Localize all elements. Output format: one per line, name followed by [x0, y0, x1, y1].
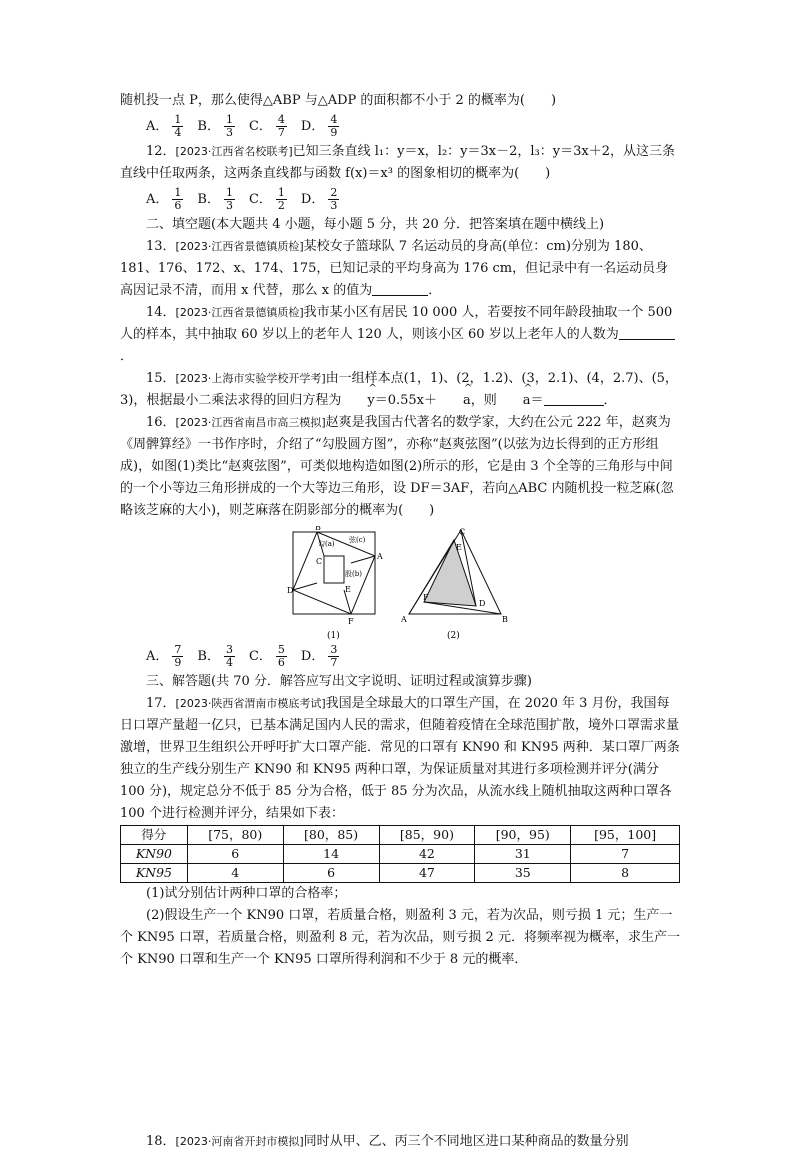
q11-choice-d[interactable]: D． $\frac{4}{9}$	[300, 113, 338, 139]
exam-page	[120, 90, 680, 1153]
svg-text:A: A	[401, 615, 407, 624]
q13-answer-blank[interactable]	[372, 281, 428, 296]
q11-text: 随机投一点 P，那么使得△ABP 与△ADP 的面积都不小于 2 的概率为( )	[120, 93, 557, 108]
svg-text:勾(a): 勾(a)	[318, 540, 335, 548]
q15-source: [2023·上海市实验学校开学考]	[175, 372, 326, 385]
q12-choice-a[interactable]: A． $\frac{1}{6}$	[146, 186, 182, 212]
svg-text:弦(c): 弦(c)	[349, 536, 366, 544]
q17-text: 17．[2023·陕西省渭南市模底考试]我国是全球最大的口罩生产国，在 2020 年 3 月份，我国每日口罩产量超一亿只，已基本满足国内人民的需求，但随着疫情在全球范围扩散，境外口罩需求量激增，世界卫生组织公开呼吁扩大口罩产能．常见的口罩有 KN90 和 KN95 两种．某口罩厂两条独立的生产线分别生产 KN90 和 KN95 两种口罩，为保证质量对其进行多项检测并评分(满分 100 分)，规定总分不低于 85 分为合格，低于 85 分为次品，从流水线上随机抽取这两种口罩各 100 个进行检测并评分，结果如下表：	[120, 696, 680, 821]
q17-sub1: (1)试分别估计两种口罩的合格率；	[146, 886, 347, 901]
equilateral-triangle-diagram	[401, 526, 513, 642]
q18-source: [2023·河南省开封市模拟]	[175, 1135, 304, 1148]
q13-source: [2023·江西省景德镇质检]	[175, 240, 304, 253]
q13-text: 13．[2023·江西省景德镇质检]某校女子篮球队 7 名运动员的身高(单位：cm)分别为 180、181、176、172、x、174、175，已知记录的平均身高为 176 cm，但记录中有一名运动员身高因记录不清，而用 x 代替，那么 x 的值为 ．	[120, 239, 669, 298]
q16-text: 16．[2023·江西省南昌市高三模拟]赵爽是我国古代著名的数学家，大约在公元 222 年，赵爽为《周髀算经》一书作序时，介绍了“勾股圆方图”，亦称“赵爽弦图”(以弦为边长得到的正方形组成)，如图(1)类比“赵爽弦图”，可类似地构造如图(2)所示的形，它是由 3 个全等的三角形与中间的一个小等边三角形拼成的一个大等边三角形，设 DF＝3AF，若向△ABC 内随机投一粒芝麻(忽略该芝麻的大小)，则芝麻落在阴影部分的概率为( )	[120, 415, 674, 518]
q12-text: 12．[2023·江西省名校联考]已知三条直线 l₁：y＝x，l₂：y＝3x－2，l₃：y＝3x＋2，从这三条直线中任取两条，这两条直线都与函数 f(x)＝x³ 的图象相切的概率为( )	[120, 144, 675, 181]
q17-sub2: (2)假设生产一个 KN90 口罩，若质量合格，则盈利 3 元，若为次品，则亏损 1 元；生产一个 KN95 口罩，若质量合格，则盈利 8 元，若为次品，则亏损 2 元．将频率视为概率，求生产一个 KN90 口罩和生产一个 KN95 口罩所得利润和不少于 8 元的概率．	[120, 908, 680, 967]
section-3-heading: 三、解答题(共 70 分．解答应写出文字说明、证明过程或演算步骤)	[146, 674, 532, 689]
q14-source: [2023·江西省景德镇质检]	[175, 306, 304, 319]
q17-source: [2023·陕西省渭南市模底考试]	[175, 697, 326, 710]
svg-text:B: B	[502, 615, 508, 624]
q14-text: 14．[2023·江西省景德镇质检]我市某小区有居民 10 000 人，若要按不同年龄段抽取一个 500 人的样本，其中抽取 60 岁以上的老年人 120 人，则该小区 60 岁以上老年人的人数为．	[120, 302, 680, 368]
q16-source: [2023·江西省南昌市高三模拟]	[175, 416, 326, 429]
svg-text:F: F	[423, 593, 429, 602]
zhao-shuang-diagram	[287, 526, 383, 642]
q12-choices	[120, 187, 680, 212]
q12-source: [2023·江西省名校联考]	[175, 145, 293, 158]
svg-text:(2): (2)	[447, 631, 460, 641]
table-row: KN90 6 14 42 31 7	[121, 845, 680, 864]
section-2-heading: 二、填空题(本大题共 4 小题，每小题 5 分，共 20 分．把答案填在题中横线上)	[146, 217, 605, 232]
q16-choices	[120, 644, 680, 669]
q16-choice-b[interactable]: B． $\frac{3}{4}$	[197, 643, 233, 669]
score-table	[120, 825, 680, 883]
q11-choice-b[interactable]: B． $\frac{1}{3}$	[197, 113, 233, 139]
svg-text:E: E	[456, 543, 462, 552]
y-hat: ^ y	[341, 390, 374, 412]
svg-text:F: F	[348, 617, 354, 626]
q12-choice-b[interactable]: B． $\frac{1}{3}$	[197, 186, 233, 212]
q16-figures	[120, 526, 680, 642]
q16-choice-d[interactable]: D． $\frac{3}{7}$	[300, 643, 338, 669]
a-hat-2: ^ a	[497, 390, 531, 412]
q18-text: 18．[2023·河南省开封市模拟]同时从甲、乙、丙三个不同地区进口某种商品的数量分别	[146, 1134, 629, 1149]
q11-choice-a[interactable]: A． $\frac{1}{4}$	[146, 113, 182, 139]
svg-text:D: D	[479, 599, 486, 608]
q16-choice-a[interactable]: A． $\frac{7}{9}$	[146, 643, 182, 669]
svg-text:股(b): 股(b)	[345, 570, 362, 578]
svg-text:D: D	[287, 586, 294, 595]
q15-text: 15．[2023·上海市实验学校开学考]由一组样本点(1，1)、(2，1.2)、(3，2.1)、(4，2.7)、(5，3)，根据最小二乘法求得的回归方程为^ y＝0.55x＋^ a，则^ a＝ ．	[120, 368, 680, 412]
q14-answer-blank[interactable]	[619, 325, 675, 340]
svg-text:C: C	[459, 527, 466, 537]
q15-answer-blank[interactable]	[544, 391, 604, 406]
a-hat: ^ a	[437, 390, 471, 412]
q12-choice-d[interactable]: D． $\frac{2}{3}$	[300, 186, 338, 212]
table-row: KN95 4 6 47 35 8	[121, 864, 680, 883]
svg-text:E: E	[345, 585, 351, 594]
q11-choice-c[interactable]: C． $\frac{4}{7}$	[248, 113, 285, 139]
svg-text:C: C	[316, 557, 323, 566]
svg-text:A: A	[377, 552, 383, 561]
q12-choice-c[interactable]: C． $\frac{1}{2}$	[248, 186, 285, 212]
svg-text:B: B	[315, 526, 321, 532]
answer-space	[120, 971, 680, 1131]
q16-choice-c[interactable]: C． $\frac{5}{6}$	[248, 643, 285, 669]
svg-text:(1): (1)	[327, 631, 340, 641]
table-header-row: 得分 [75，80) [80，85) [85，90) [90，95) [95，100]	[121, 826, 680, 845]
q11-choices	[120, 114, 680, 139]
